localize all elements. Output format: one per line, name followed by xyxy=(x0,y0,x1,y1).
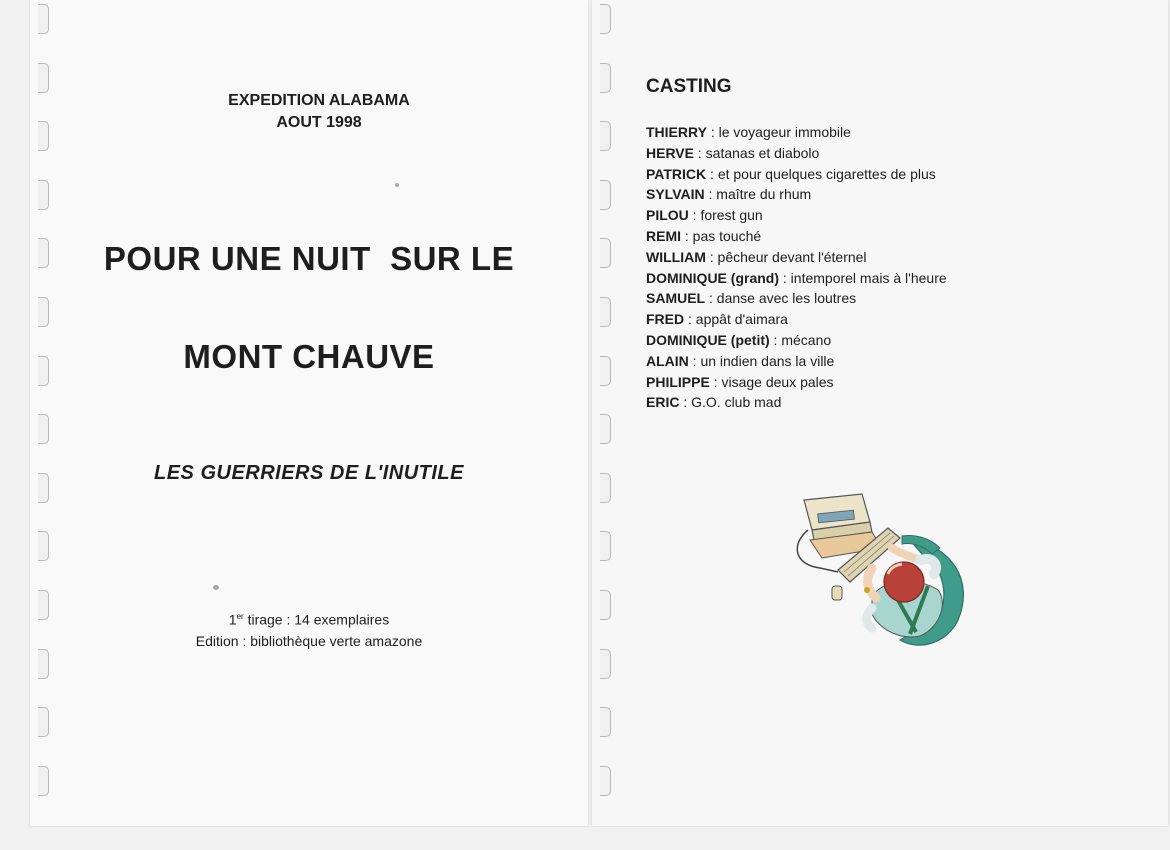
title-line-1: POUR UNE NUIT SUR LE xyxy=(103,240,515,277)
expedition-date: AOUT 1998 xyxy=(276,114,362,131)
binding-hole xyxy=(38,707,49,737)
paper-speck xyxy=(213,585,219,590)
cast-role: forest gun xyxy=(700,207,763,224)
cast-item xyxy=(646,184,947,205)
cast-role: danse avec les loutres xyxy=(716,290,857,307)
binding-hole xyxy=(38,180,49,210)
print-run-suffix: er xyxy=(236,612,244,621)
binding-hole xyxy=(600,63,611,93)
cast-separator: : xyxy=(705,248,718,265)
cast-name: DOMINIQUE (grand) xyxy=(646,269,779,286)
cast-role: mécano xyxy=(781,331,832,348)
cast-separator: : xyxy=(693,144,706,161)
binding-hole xyxy=(600,473,611,503)
cast-item xyxy=(646,309,947,330)
cast-item xyxy=(646,392,947,413)
cast-role: appât d'aimara xyxy=(695,311,788,328)
right-page xyxy=(592,0,1168,826)
cast-separator: : xyxy=(779,269,791,286)
binding-hole xyxy=(600,4,611,34)
cast-item xyxy=(646,351,947,372)
person-at-computer-illustration xyxy=(790,490,980,660)
binding-hole xyxy=(38,63,49,93)
cast-role: un indien dans la ville xyxy=(700,352,835,369)
cast-name: ALAIN xyxy=(646,352,689,369)
casting-list xyxy=(646,122,947,413)
cast-name: PHILIPPE xyxy=(646,373,710,390)
cast-name: HERVE xyxy=(646,144,694,161)
cast-separator: : xyxy=(706,165,718,182)
binding-hole xyxy=(600,590,611,620)
cast-role: pêcheur devant l'éternel xyxy=(717,248,867,265)
subtitle: LES GUERRIERS DE L'INUTILE xyxy=(153,462,464,484)
casting-heading: CASTING xyxy=(646,76,732,97)
cast-role: visage deux pales xyxy=(721,373,834,390)
cast-item xyxy=(646,372,947,393)
cast-role: G.O. club mad xyxy=(691,394,782,411)
binding-hole xyxy=(38,766,49,796)
binding-hole xyxy=(38,297,49,327)
cast-separator: : xyxy=(704,186,717,203)
binding-hole xyxy=(38,531,49,561)
print-run-text: tirage : 14 exemplaires xyxy=(243,611,390,628)
cast-name: SAMUEL xyxy=(646,290,706,307)
cast-separator: : xyxy=(688,207,701,224)
cast-name: THIERRY xyxy=(646,124,707,140)
cast-role: le voyageur immobile xyxy=(718,124,851,140)
edition-info xyxy=(30,606,588,652)
cast-role: et pour quelques cigarettes de plus xyxy=(717,165,936,182)
cast-separator: : xyxy=(684,311,696,328)
binding-holes xyxy=(600,0,612,826)
binding-hole xyxy=(600,121,611,151)
binding-hole xyxy=(38,649,49,679)
cast-item xyxy=(646,247,947,268)
binding-hole xyxy=(38,4,49,34)
cast-name: ERIC xyxy=(646,394,680,411)
binding-hole xyxy=(600,297,611,327)
cast-separator: : xyxy=(688,352,701,369)
binding-hole xyxy=(600,707,611,737)
cast-role: intemporel mais à l'heure xyxy=(790,269,947,286)
binding-hole xyxy=(600,356,611,386)
expedition-header xyxy=(30,90,588,134)
cast-name: REMI xyxy=(646,227,681,244)
cast-separator: : xyxy=(706,124,719,140)
cast-item xyxy=(646,122,947,143)
left-page xyxy=(30,0,588,826)
cast-item xyxy=(646,164,947,185)
print-run-number: 1 xyxy=(228,611,237,628)
cast-item xyxy=(646,330,947,351)
mouse-icon xyxy=(832,586,842,600)
binding-hole xyxy=(38,414,49,444)
cast-item xyxy=(646,226,947,247)
binding-hole xyxy=(600,180,611,210)
cast-role: maître du rhum xyxy=(716,186,812,203)
binding-hole xyxy=(600,414,611,444)
expedition-name: EXPEDITION ALABAMA xyxy=(228,92,410,109)
edition-line: Edition : bibliothèque verte amazone xyxy=(195,632,423,649)
cast-separator: : xyxy=(709,373,722,390)
cast-separator: : xyxy=(705,290,717,307)
cast-separator: : xyxy=(769,331,782,348)
cast-item xyxy=(646,143,947,164)
cast-name: PATRICK xyxy=(646,165,707,182)
cast-role: satanas et diabolo xyxy=(705,144,820,161)
cast-role: pas touché xyxy=(692,227,762,244)
binding-hole xyxy=(600,766,611,796)
print-run xyxy=(30,606,588,631)
binding-hole xyxy=(600,238,611,268)
paper-speck xyxy=(395,183,399,187)
cast-separator: : xyxy=(681,227,693,244)
title-line-2: MONT CHAUVE xyxy=(183,338,435,375)
cast-item xyxy=(646,205,947,226)
cast-item xyxy=(646,288,947,309)
cast-name: WILLIAM xyxy=(646,248,706,265)
cast-name: DOMINIQUE (petit) xyxy=(646,331,770,348)
cast-item xyxy=(646,268,947,289)
binding-hole xyxy=(600,649,611,679)
cast-separator: : xyxy=(679,394,692,411)
binding-hole xyxy=(600,531,611,561)
cast-name: PILOU xyxy=(646,207,689,224)
cast-name: FRED xyxy=(646,311,685,328)
cast-name: SYLVAIN xyxy=(646,186,705,203)
